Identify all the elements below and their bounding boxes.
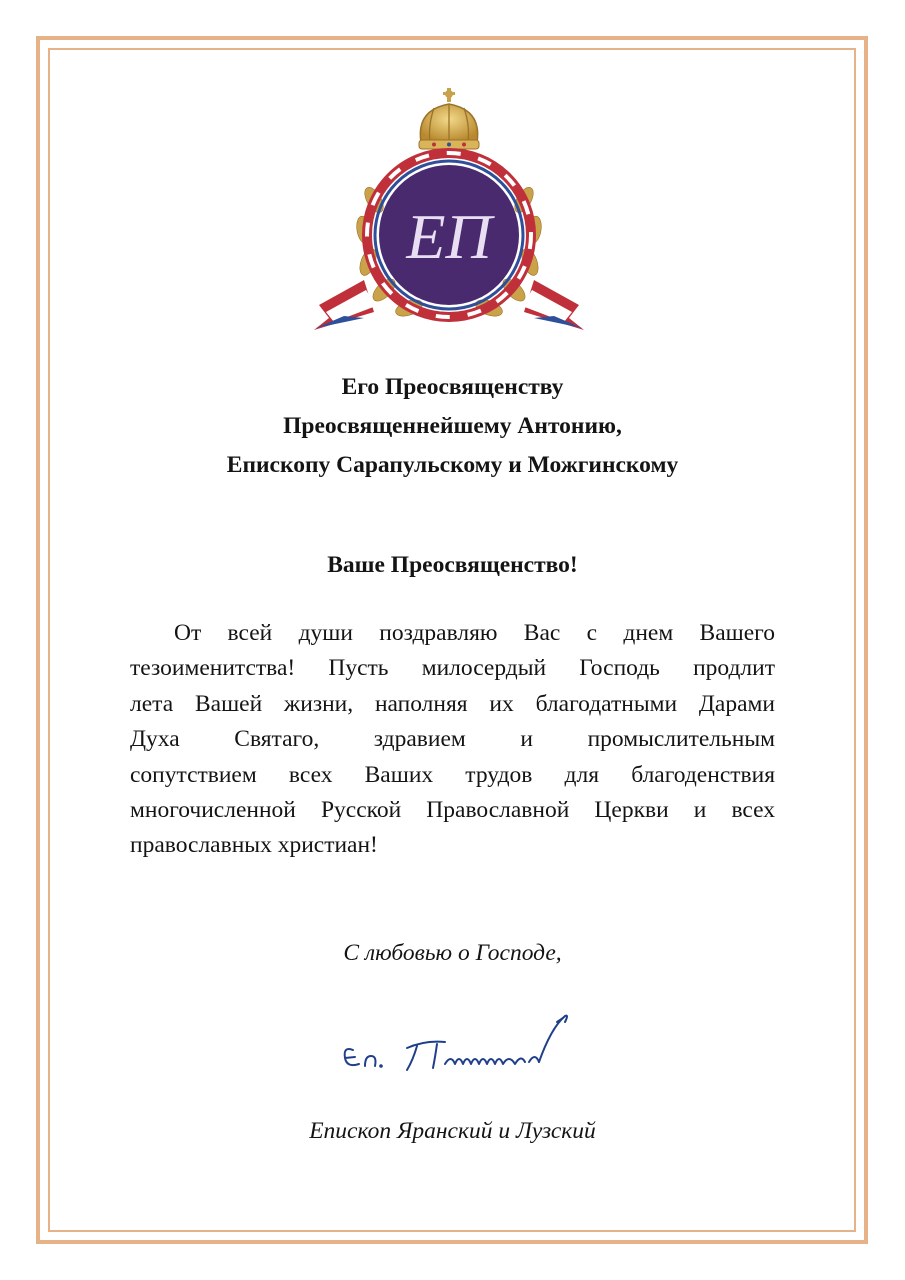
body-line: тезоименитства! Пусть милосердый Господь продлит [130,655,775,682]
body-line: многочисленной Русской Православной Церкви и всех [130,797,775,824]
addressee-line-1: Его Преосвященству [341,374,564,400]
body-line: Духа Святаго, здравием и промыслительным [130,726,775,753]
closing-phrase: С любовью о Господе, [343,940,562,966]
monogram: ЕП [406,201,492,272]
addressee-line-3: Епископу Сарапульскому и Можгинскому [226,452,679,478]
salutation: Ваше Преосвященство! [327,552,578,578]
emblem-icon [304,80,594,342]
letter-body [130,616,775,864]
addressee-line-2: Преосвященнейшему Антонию, [283,413,622,439]
body-line: православных христиан! [130,832,378,859]
body-line: От всей души поздравляю Вас с днем Вашего [174,620,775,646]
signature-icon [325,1008,575,1082]
signer-title: Епископ Яранский и Лузский [309,1118,596,1144]
addressee-block [130,368,775,485]
body-line: сопутствием всех Ваших трудов для благоденствия [130,761,775,788]
body-line: лета Вашей жизни, наполняя их благодатными Дарами [130,690,775,717]
crown-icon [419,88,479,149]
